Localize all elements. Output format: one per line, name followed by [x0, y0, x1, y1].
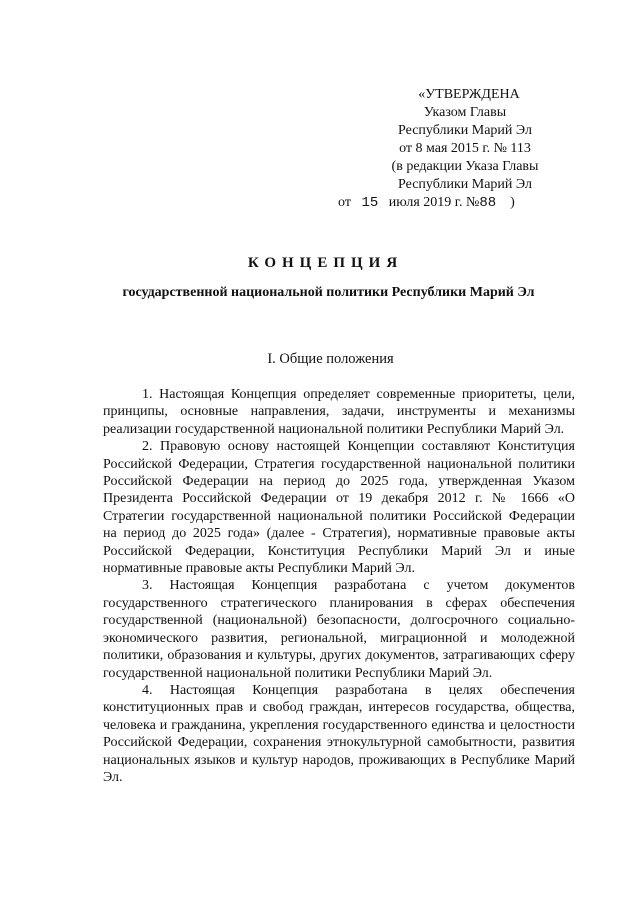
paragraph-4: 4. Настоящая Концепция разработана в целях обеспечения конституционных прав и свобод граждан, интересов государства, общества, человека и гражданина, укрепления государственного единства и целостности Российской Федерации, сохранения этнокультурной самобытности, развития национальных языков и культур народов, проживающих в Республике Марий Эл. [103, 682, 575, 785]
paragraph-3: 3. Настоящая Концепция разработана с учетом документов государственного стратегического планирования в сферах обеспечения государственной (национальной) безопасности, долгосрочного социально-экономического развития, региональной, миграционной и молодежной политики, образования и культуры, других документов, затрагивающих сферу государственной национальной политики Республики Марий Эл. [103, 578, 575, 681]
paragraph-2: 2. Правовую основу настоящей Концепции составляют Конституция Российской Федерации, Стратегия государственной национальной политики Российской Федерации на период до 2025 года, утвержденная Указом Президента Российской Федерации от 19 декабря 2012 г. № 1666 «О Стратегии государственной национальной политики Российской Федерации на период до 2025 года» (далее - Стратегия), нормативные правовые акты Российской Федерации, Конституция Республики Марий Эл и иные нормативные правовые акты Республики Марий Эл. [103, 439, 575, 577]
date-number: 88 [479, 195, 497, 211]
paragraph-1: 1. Настоящая Концепция определяет современные приоритеты, цели, принципы, основные направления, задачи, инструменты и механизмы реализации государственной национальной политики Республики Марий Эл. [103, 387, 575, 437]
approval-line: от 8 мая 2015 г. № 113 [399, 141, 531, 156]
approval-stamp [340, 86, 590, 212]
section-heading: I. Общие положения [267, 351, 394, 367]
approval-line: Республики Марий Эл [398, 177, 532, 192]
date-day: 15 [361, 195, 379, 211]
document-body [103, 386, 575, 786]
document-subtitle: государственной национальной политики Республики Марий Эл [122, 285, 535, 300]
approval-line: Республики Марий Эл [398, 123, 532, 138]
date-prefix: от [338, 195, 351, 210]
approval-line: Указом Главы [423, 105, 507, 120]
approval-date-line [338, 194, 588, 212]
approval-line: «УТВЕРЖДЕНА [418, 87, 520, 102]
approval-line: (в редакции Указа Главы [391, 159, 539, 174]
date-close: ) [510, 195, 515, 210]
document-title: КОНЦЕПЦИЯ [247, 255, 404, 271]
date-middle: июля 2019 г. № [388, 195, 480, 210]
